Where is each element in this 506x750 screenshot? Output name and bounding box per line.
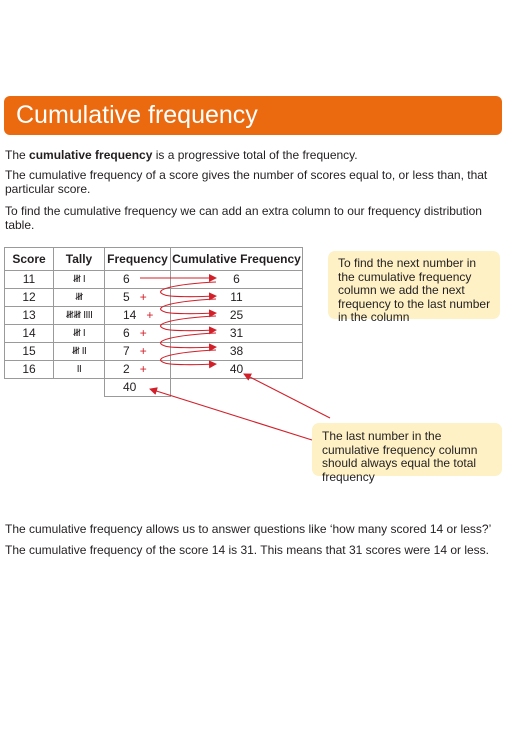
header-frequency: Frequency	[105, 248, 171, 271]
connector-arrow	[161, 333, 216, 348]
plus-sign: +	[139, 326, 147, 340]
plus-sign: +	[139, 362, 147, 376]
connector-arrow	[161, 350, 216, 365]
intro-text: The	[5, 148, 30, 162]
frequency-value: 6	[123, 272, 130, 286]
frequency-value: 2	[123, 362, 130, 376]
callout-next-number	[328, 251, 500, 324]
header-tally: Tally	[54, 248, 105, 271]
frequency-value: 6	[123, 326, 130, 340]
total-frequency-cell: 40	[105, 379, 171, 397]
tally-cell: 𝍸 I	[54, 325, 105, 343]
plus-sign: +	[139, 344, 147, 358]
cumulative-cell: 11	[171, 289, 303, 307]
score-cell: 16	[5, 361, 54, 379]
intro-paragraph-2: The cumulative frequency of a score gives the number of scores equal to, or less than, that particular score.	[5, 168, 488, 196]
cumulative-cell: 6	[171, 271, 303, 289]
score-cell: 11	[5, 271, 54, 289]
outro-paragraph-2: The cumulative frequency of the score 14 is 31. This means that 31 scores were 14 or less.	[5, 543, 490, 557]
tally-cell: 𝍸	[54, 289, 105, 307]
cumulative-cell: 38	[171, 343, 303, 361]
connector-arrow	[161, 282, 216, 297]
tally-cell: 𝍸 II	[54, 343, 105, 361]
cumulative-cell: 31	[171, 325, 303, 343]
cumulative-cell: 25	[171, 307, 303, 325]
connector-arrow	[161, 299, 216, 314]
frequency-value: 14	[123, 308, 137, 322]
score-cell: 14	[5, 325, 54, 343]
score-cell: 13	[5, 307, 54, 325]
score-cell: 12	[5, 289, 54, 307]
pointer-to-cumulative-total	[244, 374, 330, 418]
frequency-value: 5	[123, 290, 130, 304]
connector-arrow	[161, 316, 216, 331]
header-cumulative-frequency: Cumulative Frequency	[171, 248, 303, 271]
outro-paragraph-1: The cumulative frequency allows us to answer questions like ‘how many scored 14 or less?’	[5, 522, 492, 536]
term-cumulative-frequency: cumulative frequency	[29, 148, 153, 162]
page-title: Cumulative frequency	[16, 101, 258, 129]
tally-cell: 𝍸 I	[54, 271, 105, 289]
plus-sign: +	[146, 308, 154, 322]
tally-cell: II	[54, 361, 105, 379]
plus-sign: +	[139, 290, 147, 304]
header-score: Score	[5, 248, 54, 271]
intro-text: is a progressive total of the frequency.	[152, 148, 358, 162]
cumulative-cell: 40	[171, 361, 303, 379]
frequency-value: 7	[123, 344, 130, 358]
tally-cell: 𝍸𝍸 IIII	[54, 307, 105, 325]
callout-last-number	[312, 423, 502, 484]
intro-paragraph-3: To find the cumulative frequency we can add an extra column to our frequency distribution table.	[5, 204, 482, 232]
callout-text: To find the next number in the cumulative frequency column we add the next frequency to the last number in the column	[338, 256, 491, 324]
callout-text: The last number in the cumulative frequency column should always equal the total frequency	[322, 429, 478, 484]
score-cell: 15	[5, 343, 54, 361]
